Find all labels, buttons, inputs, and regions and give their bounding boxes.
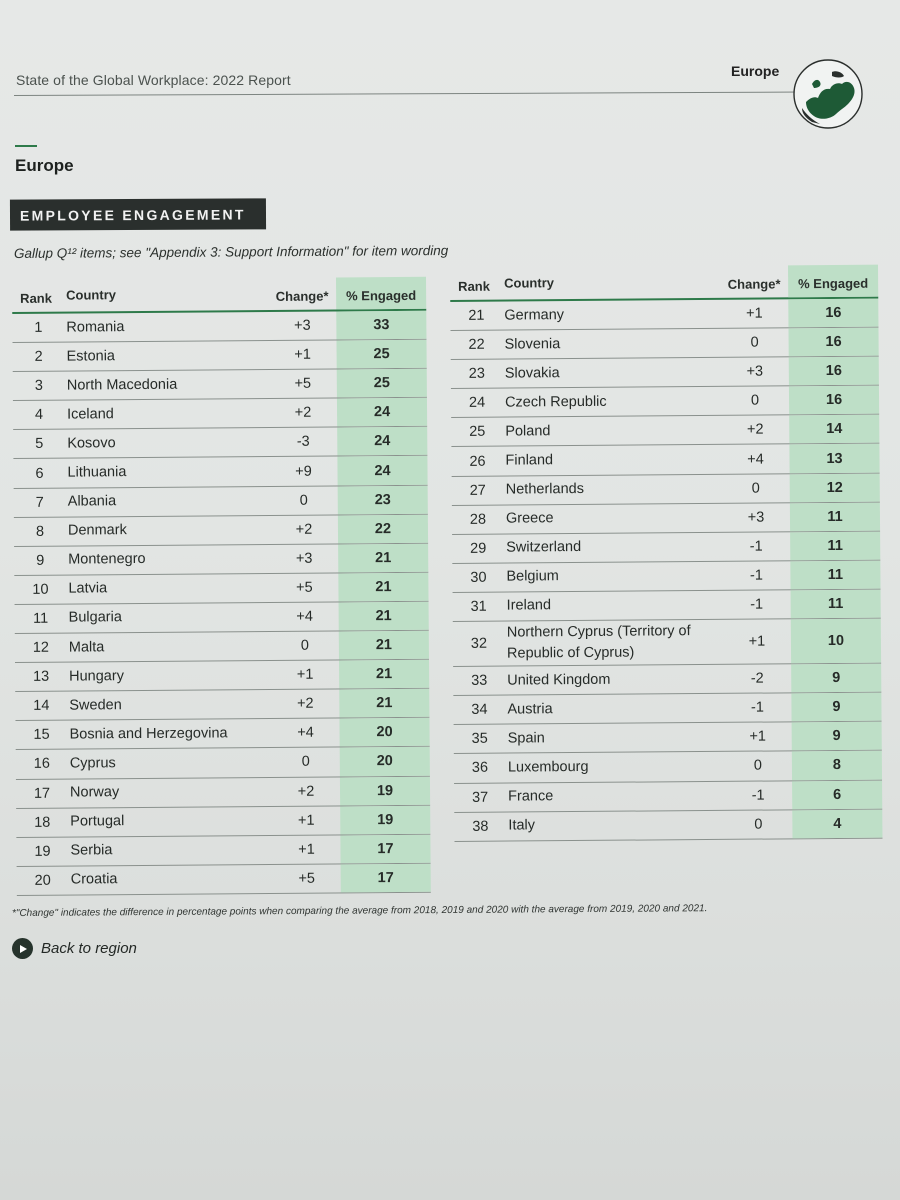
cell-change: +2 xyxy=(295,521,313,538)
cell-country: Spain xyxy=(507,730,545,747)
cell-engaged: 25 xyxy=(336,340,426,369)
cell-change: -1 xyxy=(749,538,763,555)
cell-country: Poland xyxy=(505,423,551,440)
cell-engaged: 19 xyxy=(340,805,430,834)
table-row xyxy=(13,369,427,401)
cell-change: +2 xyxy=(746,421,764,439)
cell-change: +2 xyxy=(297,783,315,800)
cell-change: +5 xyxy=(296,579,313,596)
table-row xyxy=(452,473,880,505)
cell-engaged: 21 xyxy=(339,602,429,631)
cell-rank: 31 xyxy=(470,598,487,615)
cell-change: +1 xyxy=(296,666,314,683)
cell-rank: 3 xyxy=(34,377,43,395)
table-row xyxy=(14,514,428,546)
table-row xyxy=(450,299,878,331)
engagement-table-left xyxy=(12,277,431,896)
cell-rank: 10 xyxy=(32,581,49,598)
cell-rank: 15 xyxy=(33,727,50,744)
cell-rank: 14 xyxy=(33,697,50,715)
cell-rank: 38 xyxy=(472,818,489,835)
cell-rank: 6 xyxy=(35,465,44,482)
cell-engaged: 25 xyxy=(337,369,427,398)
cell-engaged: 16 xyxy=(789,357,879,386)
cell-country: Albania xyxy=(67,493,117,510)
cell-change: +4 xyxy=(296,608,313,625)
table-row xyxy=(454,722,882,754)
cell-engaged: 10 xyxy=(791,619,881,664)
table-row xyxy=(13,456,427,488)
table-row xyxy=(12,311,426,343)
cell-rank: 22 xyxy=(468,336,485,353)
column-header-country: Country xyxy=(66,287,117,303)
cell-country: Serbia xyxy=(70,842,113,859)
column-header-change: Change* xyxy=(275,288,329,304)
section-dash xyxy=(15,145,37,147)
cell-country: Denmark xyxy=(67,522,127,539)
cell-engaged: 17 xyxy=(340,834,430,863)
column-header-rank: Rank xyxy=(20,290,52,306)
cell-change: +4 xyxy=(297,725,314,742)
cell-change: -1 xyxy=(751,787,765,804)
cell-rank: 17 xyxy=(33,785,51,802)
table-row xyxy=(16,747,430,779)
cell-rank: 27 xyxy=(469,482,486,499)
cell-change: 0 xyxy=(299,492,308,509)
cell-engaged: 11 xyxy=(790,560,880,589)
cell-rank: 36 xyxy=(471,760,489,777)
cell-rank: 28 xyxy=(469,511,487,528)
table-row xyxy=(451,415,879,447)
cell-engaged: 33 xyxy=(336,311,426,340)
table-row xyxy=(451,444,879,476)
cell-engaged: 24 xyxy=(337,456,427,485)
cell-country: Belgium xyxy=(506,568,559,585)
cell-change: -1 xyxy=(749,567,763,584)
cell-change: +1 xyxy=(749,728,767,746)
cell-rank: 34 xyxy=(471,701,488,719)
cell-rank: 20 xyxy=(34,872,51,889)
cell-engaged: 12 xyxy=(790,473,880,502)
cell-rank: 1 xyxy=(34,319,43,336)
table-row xyxy=(17,864,431,896)
cell-rank: 25 xyxy=(469,424,486,441)
cell-engaged: 6 xyxy=(792,780,882,809)
cell-country: Lithuania xyxy=(67,464,127,481)
cell-rank: 4 xyxy=(34,407,44,424)
table-row xyxy=(453,619,881,667)
cell-change: +3 xyxy=(746,363,764,380)
header-divider xyxy=(14,92,804,96)
cell-rank: 2 xyxy=(34,348,43,365)
cell-rank: 18 xyxy=(34,814,51,831)
table-row xyxy=(12,340,426,372)
table-row xyxy=(452,531,880,563)
cell-change: 0 xyxy=(751,480,760,497)
report-title: State of the Global Workplace: 2022 Report xyxy=(16,72,291,88)
cell-engaged: 22 xyxy=(338,514,428,543)
cell-change: +3 xyxy=(747,509,765,526)
cell-engaged: 21 xyxy=(339,631,429,660)
table-row xyxy=(15,718,429,750)
cell-country: Switzerland xyxy=(506,539,582,556)
cell-change: +1 xyxy=(297,812,315,829)
cell-country: Sweden xyxy=(69,696,122,714)
table-row xyxy=(16,776,430,808)
column-header-rank: Rank xyxy=(458,278,490,294)
table-row xyxy=(452,560,880,592)
table-row xyxy=(13,398,427,430)
cell-country: Hungary xyxy=(69,667,124,685)
cell-change: 0 xyxy=(300,637,309,654)
cell-country: Montenegro xyxy=(68,551,146,568)
cell-engaged: 21 xyxy=(338,543,428,572)
cell-change: +2 xyxy=(296,695,314,713)
cell-engaged: 21 xyxy=(339,660,429,689)
cell-rank: 24 xyxy=(468,395,486,412)
cell-change: +4 xyxy=(747,451,764,468)
cell-rank: 23 xyxy=(468,365,485,383)
cell-change: +5 xyxy=(298,870,316,887)
column-header-engaged: % Engaged xyxy=(788,265,878,298)
table-row xyxy=(453,693,881,725)
back-to-region-link[interactable] xyxy=(12,938,137,959)
cell-rank: 32 xyxy=(470,635,488,652)
engagement-table-right xyxy=(450,265,882,842)
cell-country: Iceland xyxy=(66,406,114,423)
cell-engaged: 4 xyxy=(792,809,882,838)
cell-engaged: 24 xyxy=(337,398,427,427)
cell-rank: 12 xyxy=(32,639,50,656)
cell-change: 0 xyxy=(754,816,763,833)
table-row xyxy=(14,485,428,517)
cell-rank: 11 xyxy=(33,610,49,627)
cell-change: -1 xyxy=(750,699,764,716)
cell-engaged: 11 xyxy=(790,531,880,560)
cell-country: United Kingdom xyxy=(507,671,611,689)
table-row xyxy=(15,631,429,663)
cell-engaged: 21 xyxy=(339,689,429,718)
cell-rank: 5 xyxy=(35,436,44,453)
cell-country: Romania xyxy=(66,318,125,336)
cell-change: +9 xyxy=(295,463,312,480)
cell-engaged: 24 xyxy=(337,427,427,456)
table-row xyxy=(16,805,430,837)
cell-country: Croatia xyxy=(70,871,118,888)
section-badge: EMPLOYEE ENGAGEMENT xyxy=(10,198,266,230)
cell-country: Malta xyxy=(68,638,105,656)
cell-rank: 33 xyxy=(471,672,488,690)
cell-country: Norway xyxy=(69,784,120,801)
table-row xyxy=(14,543,428,575)
cell-country: Kosovo xyxy=(67,435,116,452)
table-row xyxy=(454,809,882,841)
cell-country: Northern Cyprus (Territory of Republic of Cyprus) xyxy=(506,623,691,662)
cell-change: +3 xyxy=(295,550,313,567)
cell-change: +1 xyxy=(748,633,766,650)
back-to-region-label: Back to region xyxy=(41,940,137,957)
cell-change: 0 xyxy=(301,754,310,771)
cell-country: Bulgaria xyxy=(68,609,122,627)
cell-country: Portugal xyxy=(70,813,125,830)
cell-engaged: 9 xyxy=(791,664,881,693)
cell-country: Italy xyxy=(508,817,536,834)
table-header xyxy=(12,277,426,314)
cell-engaged: 9 xyxy=(792,722,882,751)
cell-engaged: 17 xyxy=(341,864,431,893)
cell-engaged: 19 xyxy=(340,776,430,805)
region-label: Europe xyxy=(731,63,780,79)
cell-rank: 30 xyxy=(470,569,487,586)
cell-change: -3 xyxy=(296,434,310,451)
cell-change: -1 xyxy=(750,596,764,613)
table-row xyxy=(15,660,429,692)
cell-country: North Macedonia xyxy=(66,376,178,394)
cell-change: +1 xyxy=(298,841,315,858)
cell-engaged: 16 xyxy=(788,328,878,357)
cell-country: Slovenia xyxy=(504,335,561,353)
column-header-change: Change* xyxy=(727,276,781,292)
cell-country: Latvia xyxy=(68,580,108,597)
table-row xyxy=(15,689,429,721)
table-row xyxy=(15,602,429,634)
cell-rank: 29 xyxy=(470,540,487,557)
cell-country: Bosnia and Herzegovina xyxy=(69,725,228,743)
cell-engaged: 8 xyxy=(792,751,882,780)
cell-rank: 35 xyxy=(471,731,488,748)
table-row xyxy=(453,590,881,622)
section-title: Europe xyxy=(15,156,74,175)
cell-change: +2 xyxy=(294,404,312,422)
cell-engaged: 23 xyxy=(338,485,428,514)
cell-rank: 7 xyxy=(35,494,44,511)
cell-change: 0 xyxy=(750,334,759,351)
cell-rank: 21 xyxy=(468,307,485,324)
cell-rank: 9 xyxy=(36,552,45,569)
column-header-engaged: % Engaged xyxy=(336,277,426,310)
cell-engaged: 20 xyxy=(340,747,430,776)
europe-globe-icon xyxy=(792,58,864,130)
play-icon xyxy=(12,938,33,959)
cell-engaged: 9 xyxy=(791,693,881,722)
cell-change: +3 xyxy=(294,317,311,334)
cell-country: Netherlands xyxy=(505,481,584,498)
footnote: *"Change" indicates the difference in percentage points when comparing the average from 2018, 2019 and 2020 with the average from 2019, 2020 and 2021. xyxy=(11,903,708,919)
cell-country: France xyxy=(508,788,554,805)
cell-rank: 19 xyxy=(34,843,51,860)
cell-country: Greece xyxy=(505,510,554,527)
cell-rank: 26 xyxy=(469,453,486,470)
cell-rank: 8 xyxy=(35,523,45,540)
cell-change: -2 xyxy=(750,670,764,687)
table-row xyxy=(16,834,430,866)
cell-country: Luxembourg xyxy=(507,758,589,776)
cell-engaged: 11 xyxy=(790,502,880,531)
cell-change: +1 xyxy=(746,305,763,322)
cell-country: Cyprus xyxy=(69,755,116,772)
cell-change: +1 xyxy=(294,346,311,363)
table-row xyxy=(454,780,882,812)
table-row xyxy=(453,664,881,696)
table-row xyxy=(452,502,880,534)
cell-rank: 37 xyxy=(472,789,489,806)
cell-change: +5 xyxy=(294,375,312,393)
cell-engaged: 16 xyxy=(788,299,878,328)
table-row xyxy=(454,751,882,783)
cell-engaged: 16 xyxy=(789,386,879,415)
cell-engaged: 14 xyxy=(789,415,879,444)
column-header-country: Country xyxy=(504,275,555,291)
table-header xyxy=(450,265,878,302)
table-row xyxy=(13,427,427,459)
table-row xyxy=(451,357,879,389)
cell-rank: 13 xyxy=(32,668,50,686)
table-row xyxy=(14,573,428,605)
cell-country: Czech Republic xyxy=(504,393,607,411)
cell-change: 0 xyxy=(750,392,760,409)
cell-country: Estonia xyxy=(66,347,116,365)
table-row xyxy=(450,328,878,360)
cell-country: Slovakia xyxy=(504,364,560,382)
table-subtitle: Gallup Q¹² items; see "Appendix 3: Support Information" for item wording xyxy=(13,242,449,261)
cell-change: 0 xyxy=(753,758,763,775)
cell-engaged: 20 xyxy=(339,718,429,747)
cell-country: Finland xyxy=(505,452,554,469)
cell-country: Ireland xyxy=(506,597,552,615)
cell-engaged: 13 xyxy=(789,444,879,473)
cell-engaged: 21 xyxy=(338,573,428,602)
cell-country: Austria xyxy=(507,700,553,718)
cell-engaged: 11 xyxy=(791,590,881,619)
cell-country: Germany xyxy=(504,306,565,324)
cell-rank: 16 xyxy=(33,756,50,773)
table-row xyxy=(451,386,879,418)
